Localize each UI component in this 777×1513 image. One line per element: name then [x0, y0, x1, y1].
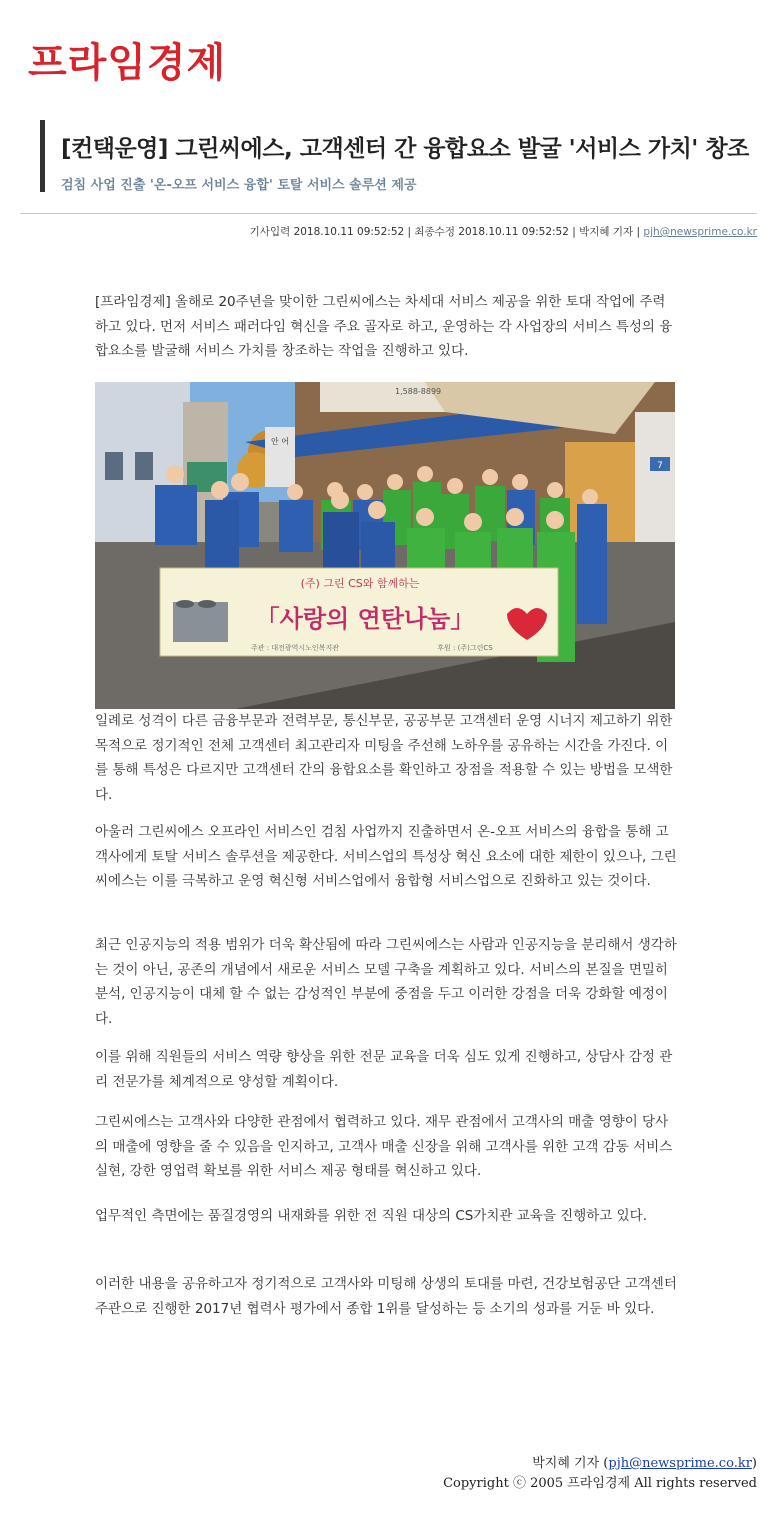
article-paragraph-4: 최근 인공지능의 적용 범위가 더욱 확산됨에 따라 그린씨에스는 사람과 인공지능을 분리해서 생각하는 것이 아닌, 공존의 개념에서 새로운 서비스 모델 구축을 계획하고 있다. 서비스의 본질을 면밀히 분석, 인공지능이 대체 할 수 없는 감성적인 부분에 중점을 두고 이러한 강점을 더욱 강화할 예정이다. — [95, 937, 677, 1027]
address-plate-number: 7 — [657, 461, 663, 471]
byline-email-link[interactable]: pjh@newsprime.co.kr — [643, 226, 757, 238]
article-byline — [250, 224, 757, 239]
photo-volunteers-briquette-sharing — [95, 382, 675, 709]
article-paragraph-3: 아울러 그린씨에스 오프라인 서비스인 검침 사업까지 진출하면서 온-오프 서비스의 융합을 통해 고객사에게 토탈 서비스 솔루션을 제공한다. 서비스업의 특성상 혁신 요소에 대한 제한이 있으나, 그린씨에스는 이를 극복하고 운영 혁신형 서비스업에서 융합형 서비스업으로 진화하고 있는 것이다. — [95, 824, 677, 889]
banner-sponsor-text: 후원 : (주)그린CS — [437, 644, 493, 652]
footer-reporter: 박지혜 기자 (pjh@newsprime.co.kr) — [532, 1456, 757, 1471]
banner-top-text: (주) 그린 CS와 함께하는 — [300, 577, 420, 590]
banner-host-text: 주관 : 대전광역시노인복지관 — [251, 644, 339, 652]
footer-reporter-name: 박지혜 기자 — [532, 1456, 600, 1471]
article-paragraph-2: 일례로 성격이 다른 금융부문과 전력부문, 통신부문, 공공부문 고객센터 운영 시너지 제고하기 위한 목적으로 정기적인 전체 고객센터 최고관리자 미팅을 주선해 노하우를 공유하는 시간을 가진다. 이를 통해 특성은 다르지만 고객센터 간의 융합요소를 확인하고 장점을 적용할 수 있는 방법을 모색한다. — [95, 713, 673, 803]
site-logo[interactable]: 프라임경제 — [28, 40, 227, 86]
article-paragraph-6: 그린씨에스는 고객사와 다양한 관점에서 협력하고 있다. 재무 관점에서 고객사의 매출 영향이 당사의 매출에 영향을 줄 수 있음을 인지하고, 고객사 매출 신장을 위해 고객사를 위한 고객 감동 서비스 실현, 강한 영업력 확보를 위한 서비스 제공 형태를 혁신하고 있다. — [95, 1114, 673, 1179]
article-paragraph-1: [프라임경제] 올해로 20주년을 맞이한 그린씨에스는 차세대 서비스 제공을 위한 토대 작업에 주력하고 있다. 먼저 서비스 패러다임 혁신을 주요 골자로 하고, 운영하는 각 사업장의 서비스 특성의 융합요소를 발굴해 서비스 가치를 창조하는 작업을 진행하고 있다. — [95, 294, 673, 359]
article-subtitle: 검침 사업 진출 '온-오프 서비스 융합' 토탈 서비스 솔루션 제공 — [61, 178, 417, 193]
footer-copyright: Copyright ⓒ 2005 프라임경제 All rights reserved — [443, 1476, 757, 1491]
sign-left-text: 안 어 — [271, 437, 289, 446]
article-header — [40, 120, 749, 193]
article-paragraph-5: 이를 위해 직원들의 서비스 역량 향상을 위한 전문 교육을 더욱 심도 있게 진행하고, 상담사 감정 관리 전문가를 체계적으로 양성할 계획이다. — [95, 1049, 673, 1090]
article-paragraph-8: 이러한 내용을 공유하고자 정기적으로 고객사와 미팅해 상생의 토대를 마련, 건강보험공단 고객센터 주관으로 진행한 2017년 협력사 평가에서 종합 1위를 달성하는 등 소기의 성과를 거둔 바 있다. — [95, 1276, 677, 1317]
article-paragraph-7: 업무적인 측면에는 품질경영의 내재화를 위한 전 직원 대상의 CS가치관 교육을 진행하고 있다. — [95, 1208, 648, 1224]
sign-top-text: 1,588-8899 — [395, 387, 442, 396]
article-photo — [95, 382, 675, 709]
byline-dates: 기사입력 2018.10.11 09:52:52 | 최종수정 2018.10.11 09:52:52 | 박지혜 기자 | — [249, 226, 644, 238]
banner-main-text: 「사랑의 연탄나눔」 — [255, 605, 475, 633]
article-headline: [컨택운영] 그린씨에스, 고객센터 간 융합요소 발굴 '서비스 가치' 창조 — [61, 136, 749, 162]
footer-reporter-email-link[interactable]: pjh@newsprime.co.kr — [608, 1456, 752, 1471]
header-divider — [20, 213, 757, 214]
